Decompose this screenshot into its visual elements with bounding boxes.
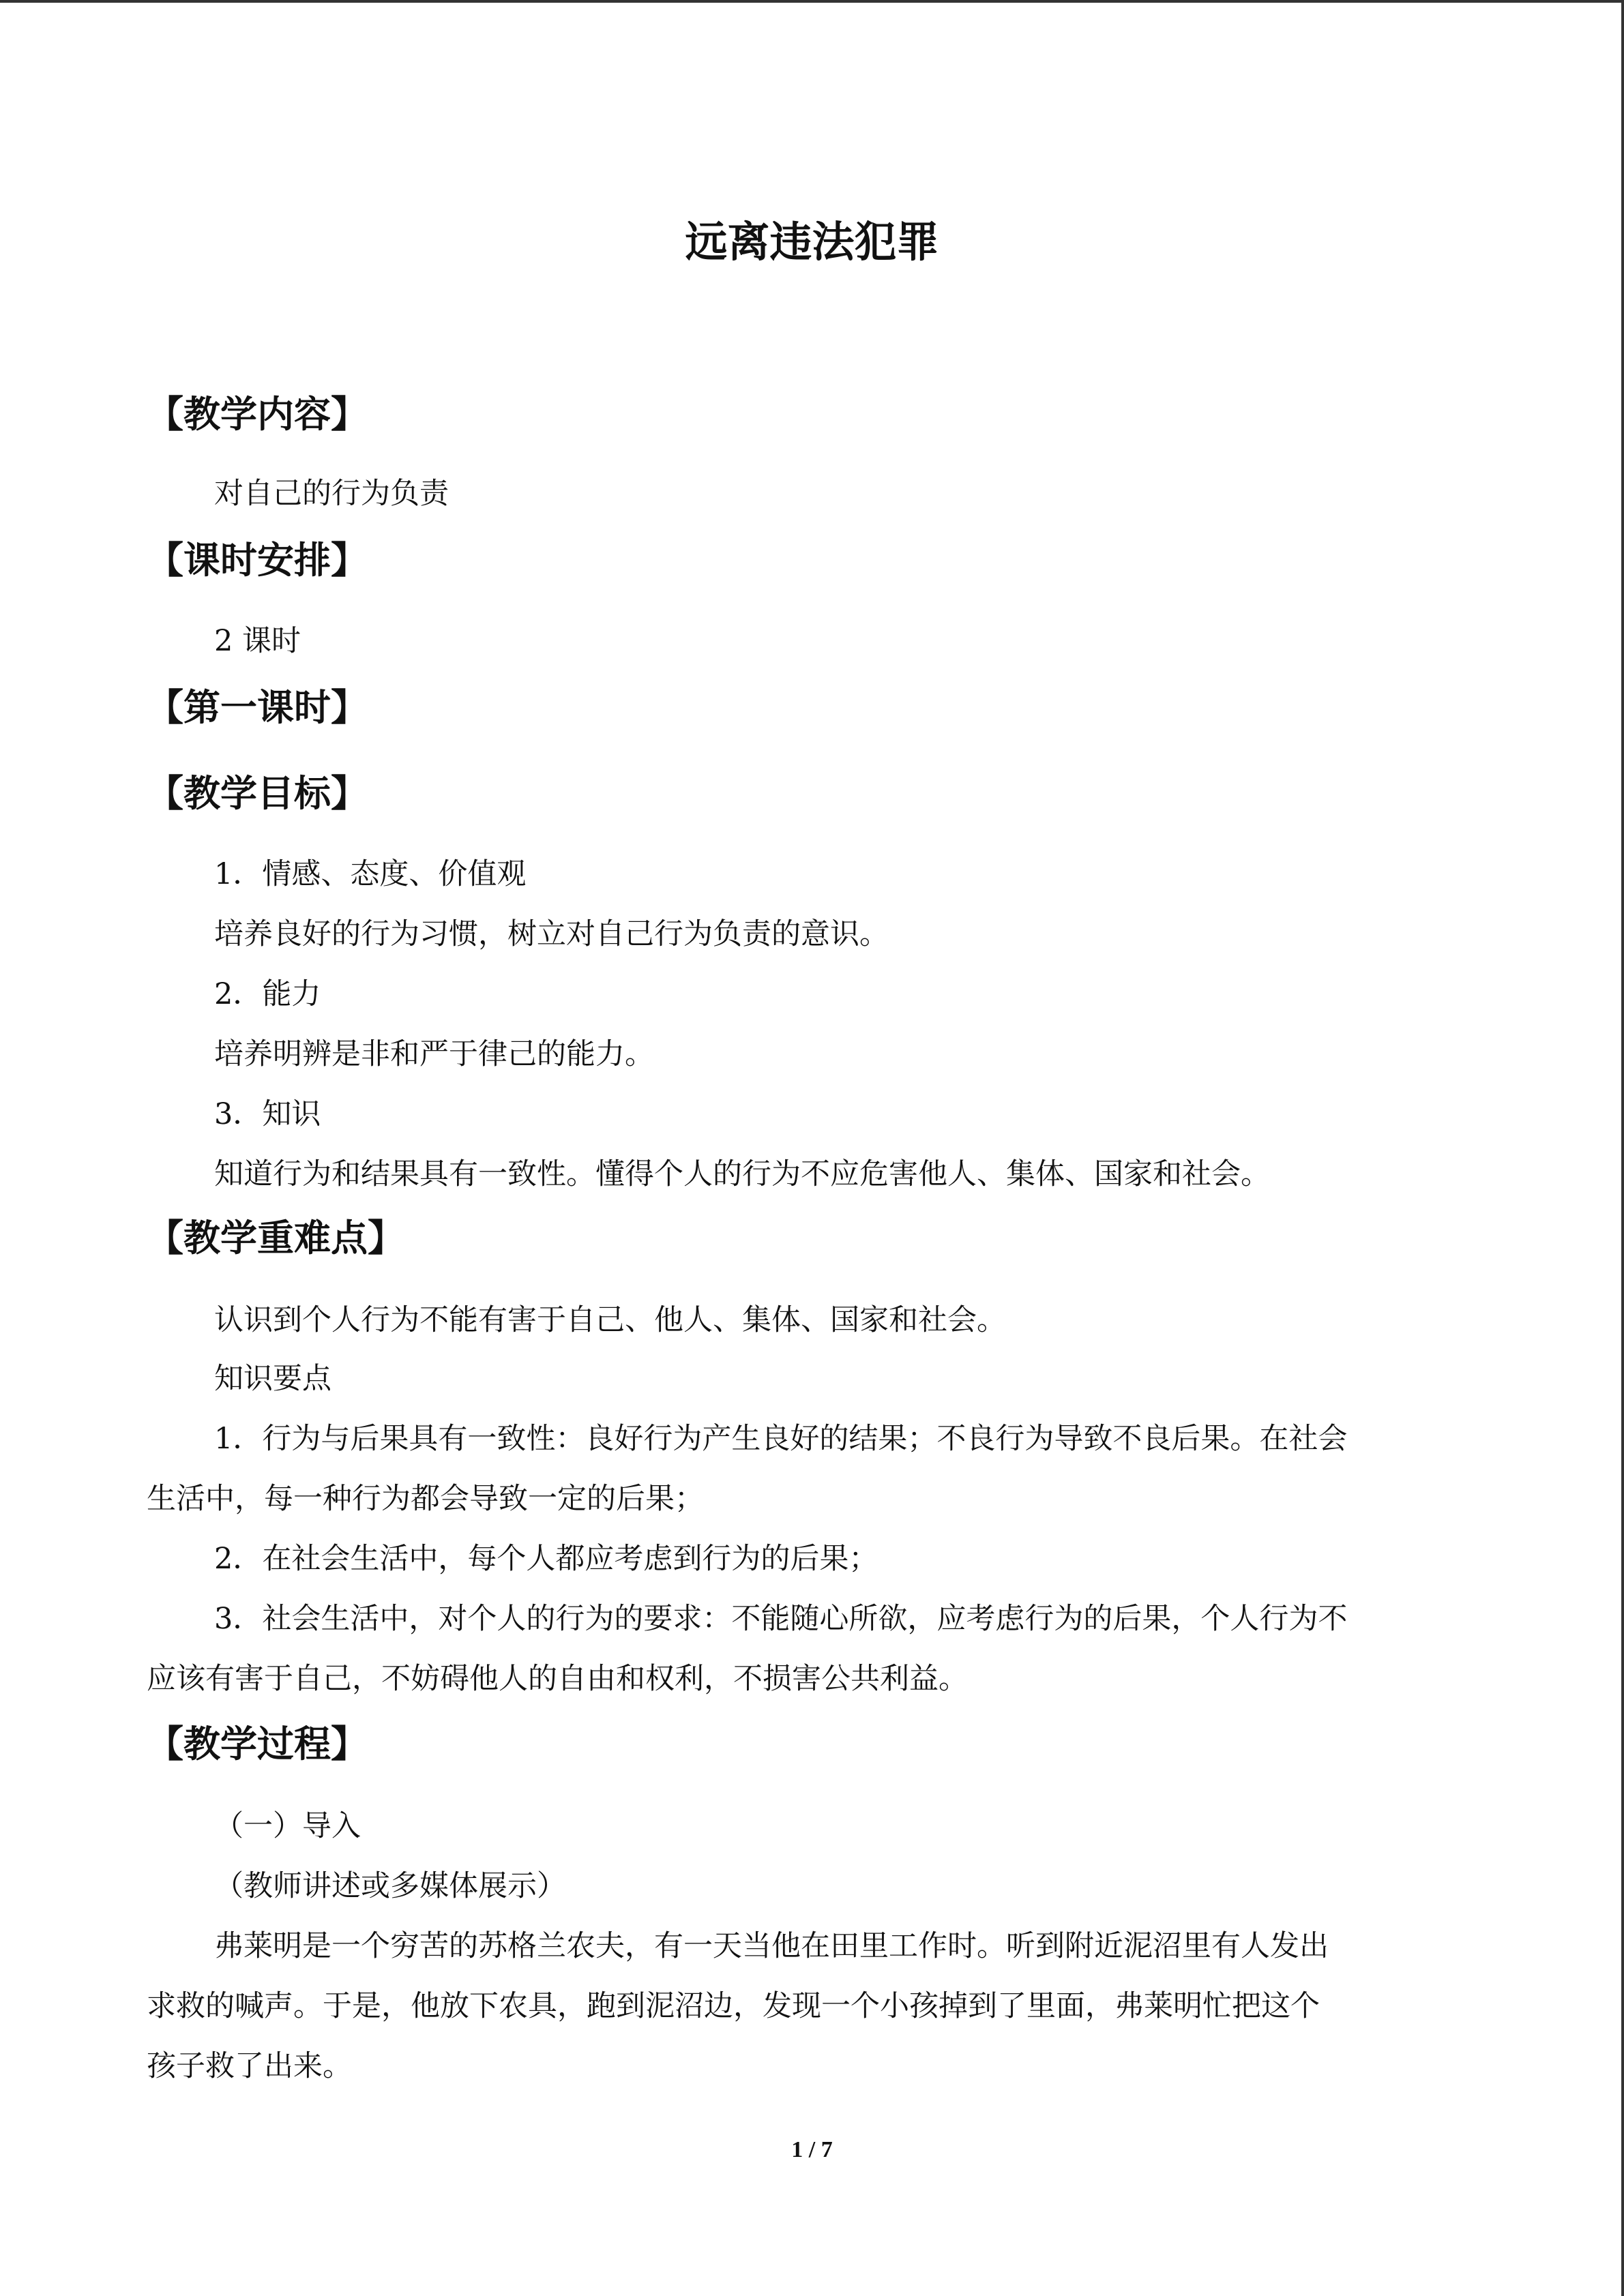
goal2-title: 2．能力: [214, 977, 321, 1011]
story-line2: 求救的喊声。于是，他放下农具，跑到泥沼边，发现一个小孩掉到了里面，弗莱明忙把这个: [147, 1989, 1320, 2023]
story-line1: 弗莱明是一个穷苦的苏格兰农夫，有一天当他在田里工作时。听到附近泥沼里有人发出: [214, 1929, 1329, 1963]
page-right-edge: [1621, 0, 1624, 2296]
point1-line2: 生活中，每一种行为都会导致一定的后果；: [147, 1482, 704, 1516]
heading-teaching-content: 【教学内容】: [147, 393, 368, 436]
page-top-edge: [0, 0, 1623, 3]
heading-process: 【教学过程】: [147, 1723, 368, 1765]
point3-line2: 应该有害于自己，不妨碍他人的自由和权利，不损害公共利益。: [147, 1662, 968, 1696]
goal3-title: 3．知识: [214, 1097, 321, 1131]
goal1-title: 1．情感、态度、价值观: [214, 857, 527, 891]
point2: 2．在社会生活中，每个人都应考虑到行为的后果；: [214, 1542, 879, 1576]
goal3-text: 知道行为和结果具有一致性。懂得个人的行为不应危害他人、集体、国家和社会。: [214, 1157, 1270, 1191]
key-text: 认识到个人行为不能有害于自己、他人、集体、国家和社会。: [214, 1303, 1006, 1337]
intro-title: （一）导入: [214, 1809, 361, 1843]
paragraph-teaching-content: 对自己的行为负责: [214, 477, 449, 511]
goal1-text: 培养良好的行为习惯，树立对自己行为负责的意识。: [214, 917, 889, 951]
heading-schedule: 【课时安排】: [147, 539, 368, 582]
key-points-label: 知识要点: [214, 1362, 331, 1396]
paragraph-schedule: 2 课时: [214, 624, 301, 658]
intro-note: （教师讲述或多媒体展示）: [214, 1869, 566, 1903]
heading-key-points: 【教学重难点】: [147, 1217, 404, 1259]
page-title: 远离违法犯罪: [685, 217, 939, 267]
heading-first-lesson: 【第一课时】: [147, 686, 368, 729]
point3-line1: 3．社会生活中，对个人的行为的要求：不能随心所欲，应考虑行为的后果，个人行为不: [214, 1602, 1348, 1636]
page-number: 1 / 7: [791, 2137, 833, 2162]
heading-goals: 【教学目标】: [147, 772, 368, 815]
point1-line1: 1．行为与后果具有一致性：良好行为产生良好的结果；不良行为导致不良后果。在社会: [214, 1422, 1348, 1456]
goal2-text: 培养明辨是非和严于律己的能力。: [214, 1037, 654, 1071]
story-line3: 孩子救了出来。: [147, 2049, 352, 2083]
